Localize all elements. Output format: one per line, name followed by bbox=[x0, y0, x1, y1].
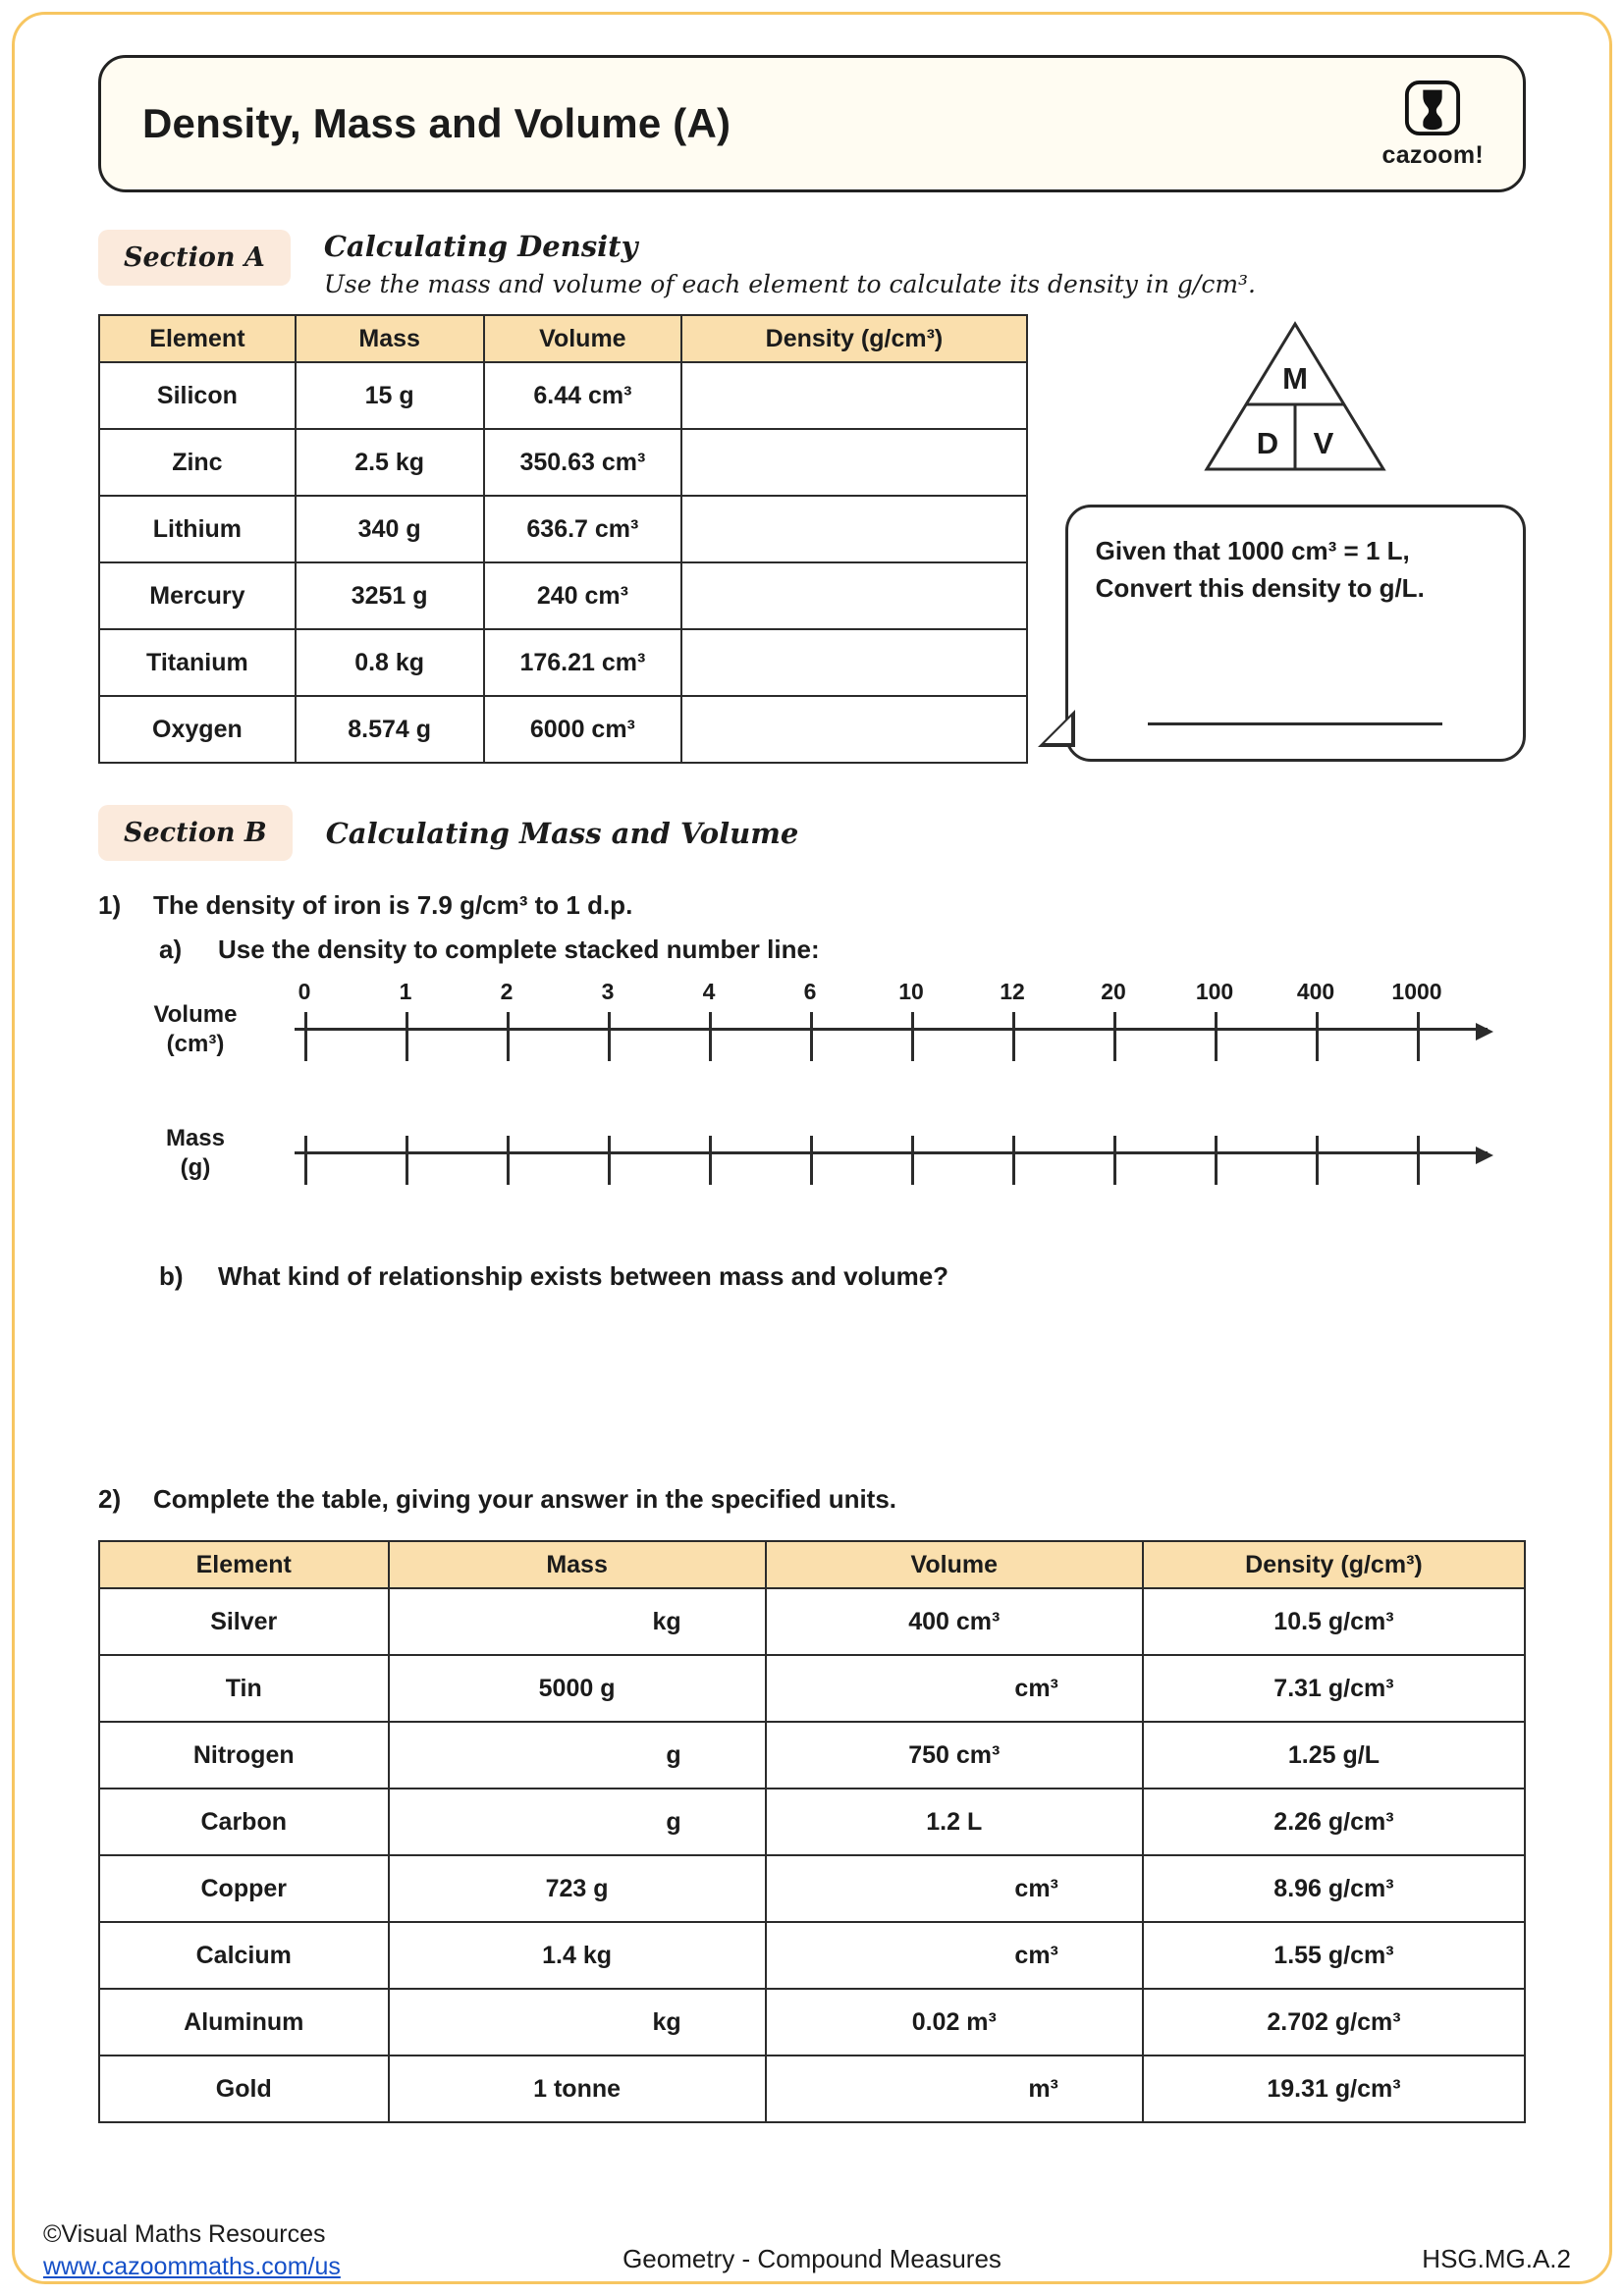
question-2-number: 2) bbox=[98, 1484, 122, 1514]
section-a-heading-block bbox=[324, 230, 1256, 298]
mass-cell: 0.8 kg bbox=[296, 629, 484, 696]
copyright-text: ©Visual Maths Resources bbox=[43, 2220, 326, 2248]
page-title: Density, Mass and Volume (A) bbox=[142, 100, 731, 146]
density-cell: 19.31 g/cm³ bbox=[1143, 2056, 1525, 2122]
mass-cell: 8.574 g bbox=[296, 696, 484, 763]
table-header-row bbox=[99, 1541, 1525, 1588]
tick-mark bbox=[1113, 1012, 1116, 1061]
arrow-right-icon bbox=[1476, 1023, 1493, 1041]
mass-number-line bbox=[295, 1151, 1488, 1154]
mass-cell: 1.4 kg bbox=[389, 1922, 766, 1989]
section-a-subheading: Use the mass and volume of each element to calculate its density in g/cm³. bbox=[323, 270, 1256, 298]
volume-axis-label-line1: Volume bbox=[153, 1001, 238, 1028]
element-cell: Silver bbox=[99, 1588, 389, 1655]
element-cell: Tin bbox=[99, 1655, 389, 1722]
density-answer-cell bbox=[681, 696, 1026, 763]
tick-mark bbox=[911, 1012, 914, 1061]
volume-cell: 636.7 cm³ bbox=[484, 496, 682, 562]
tick-mark bbox=[911, 1136, 914, 1185]
section-a-body bbox=[98, 314, 1526, 764]
footer-standard-code: HSG.MG.A.2 bbox=[1422, 2244, 1571, 2273]
speech-bubble-tail bbox=[1038, 710, 1075, 747]
volume-cell: 0.02 m³ bbox=[766, 1989, 1143, 2056]
tick-mark bbox=[709, 1136, 712, 1185]
column-header-element: Element bbox=[99, 1541, 389, 1588]
element-cell: Aluminum bbox=[99, 1989, 389, 2056]
mass-cell: 1 tonne bbox=[389, 2056, 766, 2122]
table-row bbox=[99, 696, 1027, 763]
element-cell: Zinc bbox=[99, 429, 296, 496]
density-answer-cell bbox=[681, 429, 1026, 496]
cazoom-logo bbox=[1381, 80, 1484, 168]
tick-mark bbox=[1012, 1136, 1015, 1185]
density-cell: 7.31 g/cm³ bbox=[1143, 1655, 1525, 1722]
column-header-element: Element bbox=[99, 315, 296, 362]
section-a-right-column bbox=[1065, 314, 1526, 764]
mass-axis-label bbox=[122, 1124, 269, 1183]
element-cell: Mercury bbox=[99, 562, 296, 629]
section-b-heading: Calculating Mass and Volume bbox=[325, 816, 799, 850]
volume-answer-cell: cm³ bbox=[766, 1655, 1143, 1722]
table-row bbox=[99, 1922, 1525, 1989]
element-cell: Nitrogen bbox=[99, 1722, 389, 1789]
question-1 bbox=[98, 890, 1526, 921]
tick-mark bbox=[1316, 1136, 1319, 1185]
mass-cell: 5000 g bbox=[389, 1655, 766, 1722]
question-1-number: 1) bbox=[98, 890, 122, 920]
triangle-label-v: V bbox=[1313, 426, 1334, 460]
mass-answer-cell: g bbox=[389, 1789, 766, 1855]
table-row bbox=[99, 2056, 1525, 2122]
table-row bbox=[99, 1989, 1525, 2056]
stacked-number-line bbox=[98, 979, 1526, 1214]
volume-cell: 6.44 cm³ bbox=[484, 362, 682, 429]
section-a-heading: Calculating Density bbox=[323, 230, 638, 263]
mass-cell: 3251 g bbox=[296, 562, 484, 629]
section-b-badge: Section B bbox=[98, 805, 293, 861]
question-1b-text: What kind of relationship exists between mass and volume? bbox=[218, 1261, 949, 1291]
question-1b bbox=[159, 1261, 1526, 1292]
arrow-right-icon bbox=[1476, 1147, 1493, 1164]
footer-topic: Geometry - Compound Measures bbox=[623, 2244, 1001, 2273]
table-row bbox=[99, 1588, 1525, 1655]
tick-mark bbox=[1215, 1012, 1218, 1061]
volume-answer-cell: m³ bbox=[766, 2056, 1143, 2122]
tick-mark bbox=[406, 1136, 408, 1185]
element-cell: Carbon bbox=[99, 1789, 389, 1855]
tick-mark bbox=[608, 1136, 611, 1185]
mass-answer-cell: g bbox=[389, 1722, 766, 1789]
density-cell: 8.96 g/cm³ bbox=[1143, 1855, 1525, 1922]
tick-mark bbox=[304, 1136, 307, 1185]
column-header-density: Density (g/cm³) bbox=[1143, 1541, 1525, 1588]
cazoom-logo-text: cazoom! bbox=[1381, 141, 1484, 169]
volume-axis-label-line2: (cm³) bbox=[166, 1031, 225, 1057]
tick-label: 12 bbox=[1000, 979, 1025, 1004]
density-table bbox=[98, 314, 1028, 764]
volume-answer-cell: cm³ bbox=[766, 1922, 1143, 1989]
density-triangle-diagram bbox=[1197, 318, 1393, 475]
table-row bbox=[99, 562, 1027, 629]
mass-cell: 340 g bbox=[296, 496, 484, 562]
element-cell: Lithium bbox=[99, 496, 296, 562]
element-cell: Silicon bbox=[99, 362, 296, 429]
tick-label: 1000 bbox=[1391, 979, 1442, 1004]
question-1a bbox=[159, 934, 1526, 965]
tick-mark bbox=[1113, 1136, 1116, 1185]
volume-cell: 400 cm³ bbox=[766, 1588, 1143, 1655]
volume-cell: 176.21 cm³ bbox=[484, 629, 682, 696]
question-1a-label: a) bbox=[159, 934, 183, 964]
question-1-text: The density of iron is 7.9 g/cm³ to 1 d.p. bbox=[153, 890, 633, 920]
table-row bbox=[99, 629, 1027, 696]
density-cell: 10.5 g/cm³ bbox=[1143, 1588, 1525, 1655]
triangle-label-m: M bbox=[1282, 361, 1309, 396]
tick-mark bbox=[810, 1136, 813, 1185]
section-a-header bbox=[98, 230, 1526, 298]
volume-number-line bbox=[295, 1028, 1488, 1031]
footer-left bbox=[43, 2218, 341, 2282]
question-2 bbox=[98, 1484, 1526, 1515]
volume-axis-label bbox=[122, 1000, 269, 1059]
element-cell: Copper bbox=[99, 1855, 389, 1922]
mass-axis-label-line2: (g) bbox=[180, 1154, 211, 1181]
tick-label: 0 bbox=[298, 979, 311, 1004]
question-1a-text: Use the density to complete stacked number line: bbox=[218, 934, 820, 964]
tick-mark bbox=[810, 1012, 813, 1061]
cazoom-logo-icon bbox=[1404, 80, 1461, 140]
website-link[interactable]: www.cazoommaths.com/us bbox=[43, 2252, 341, 2280]
volume-cell: 240 cm³ bbox=[484, 562, 682, 629]
tick-mark bbox=[507, 1012, 510, 1061]
tick-label: 1 bbox=[399, 979, 412, 1004]
table-row bbox=[99, 362, 1027, 429]
element-cell: Gold bbox=[99, 2056, 389, 2122]
tick-label: 3 bbox=[601, 979, 615, 1004]
tick-mark bbox=[507, 1136, 510, 1185]
mass-answer-cell: kg bbox=[389, 1588, 766, 1655]
mass-answer-cell: kg bbox=[389, 1989, 766, 2056]
density-cell: 2.702 g/cm³ bbox=[1143, 1989, 1525, 2056]
element-cell: Calcium bbox=[99, 1922, 389, 1989]
tick-mark bbox=[709, 1012, 712, 1061]
tick-mark bbox=[1012, 1012, 1015, 1061]
tick-label: 2 bbox=[500, 979, 514, 1004]
tick-mark bbox=[1316, 1012, 1319, 1061]
answer-blank-line bbox=[1148, 722, 1442, 725]
column-header-volume: Volume bbox=[766, 1541, 1143, 1588]
mass-axis-label-line1: Mass bbox=[165, 1125, 226, 1151]
table-row bbox=[99, 496, 1027, 562]
table-row bbox=[99, 1789, 1525, 1855]
column-header-mass: Mass bbox=[389, 1541, 766, 1588]
section-b-header bbox=[98, 805, 1526, 861]
tick-label: 6 bbox=[803, 979, 817, 1004]
table-row bbox=[99, 1655, 1525, 1722]
density-cell: 1.25 g/L bbox=[1143, 1722, 1525, 1789]
bubble-text-line2: Convert this density to g/L. bbox=[1095, 572, 1425, 603]
tick-label: 20 bbox=[1101, 979, 1126, 1004]
tick-label: 100 bbox=[1195, 979, 1234, 1004]
tick-label: 400 bbox=[1296, 979, 1335, 1004]
tick-mark bbox=[304, 1012, 307, 1061]
density-answer-cell bbox=[681, 562, 1026, 629]
density-cell: 2.26 g/cm³ bbox=[1143, 1789, 1525, 1855]
density-answer-cell bbox=[681, 362, 1026, 429]
worksheet-header bbox=[98, 55, 1526, 192]
tick-mark bbox=[1417, 1136, 1420, 1185]
tick-label: 4 bbox=[702, 979, 716, 1004]
mass-cell: 2.5 kg bbox=[296, 429, 484, 496]
density-answer-cell bbox=[681, 496, 1026, 562]
volume-answer-cell: cm³ bbox=[766, 1855, 1143, 1922]
mass-cell: 723 g bbox=[389, 1855, 766, 1922]
table-row bbox=[99, 429, 1027, 496]
mass-cell: 15 g bbox=[296, 362, 484, 429]
table-header-row bbox=[99, 315, 1027, 362]
density-answer-cell bbox=[681, 629, 1026, 696]
q2-table bbox=[98, 1540, 1526, 2123]
volume-cell: 1.2 L bbox=[766, 1789, 1143, 1855]
tick-label: 10 bbox=[898, 979, 924, 1004]
element-cell: Oxygen bbox=[99, 696, 296, 763]
tick-mark bbox=[608, 1012, 611, 1061]
column-header-mass: Mass bbox=[296, 315, 484, 362]
bubble-text-line1: Given that 1000 cm³ = 1 L, bbox=[1095, 536, 1410, 565]
table-row bbox=[99, 1722, 1525, 1789]
density-cell: 1.55 g/cm³ bbox=[1143, 1922, 1525, 1989]
section-a-badge: Section A bbox=[98, 230, 291, 286]
volume-cell: 6000 cm³ bbox=[484, 696, 682, 763]
column-header-density: Density (g/cm³) bbox=[681, 315, 1026, 362]
table-row bbox=[99, 1855, 1525, 1922]
question-2-text: Complete the table, giving your answer in the specified units. bbox=[153, 1484, 897, 1514]
element-cell: Titanium bbox=[99, 629, 296, 696]
tick-mark bbox=[406, 1012, 408, 1061]
tick-mark bbox=[1215, 1136, 1218, 1185]
speech-bubble bbox=[1065, 505, 1526, 762]
tick-mark bbox=[1417, 1012, 1420, 1061]
volume-cell: 750 cm³ bbox=[766, 1722, 1143, 1789]
volume-cell: 350.63 cm³ bbox=[484, 429, 682, 496]
triangle-label-d: D bbox=[1257, 426, 1279, 460]
column-header-volume: Volume bbox=[484, 315, 682, 362]
question-1b-label: b) bbox=[159, 1261, 184, 1291]
